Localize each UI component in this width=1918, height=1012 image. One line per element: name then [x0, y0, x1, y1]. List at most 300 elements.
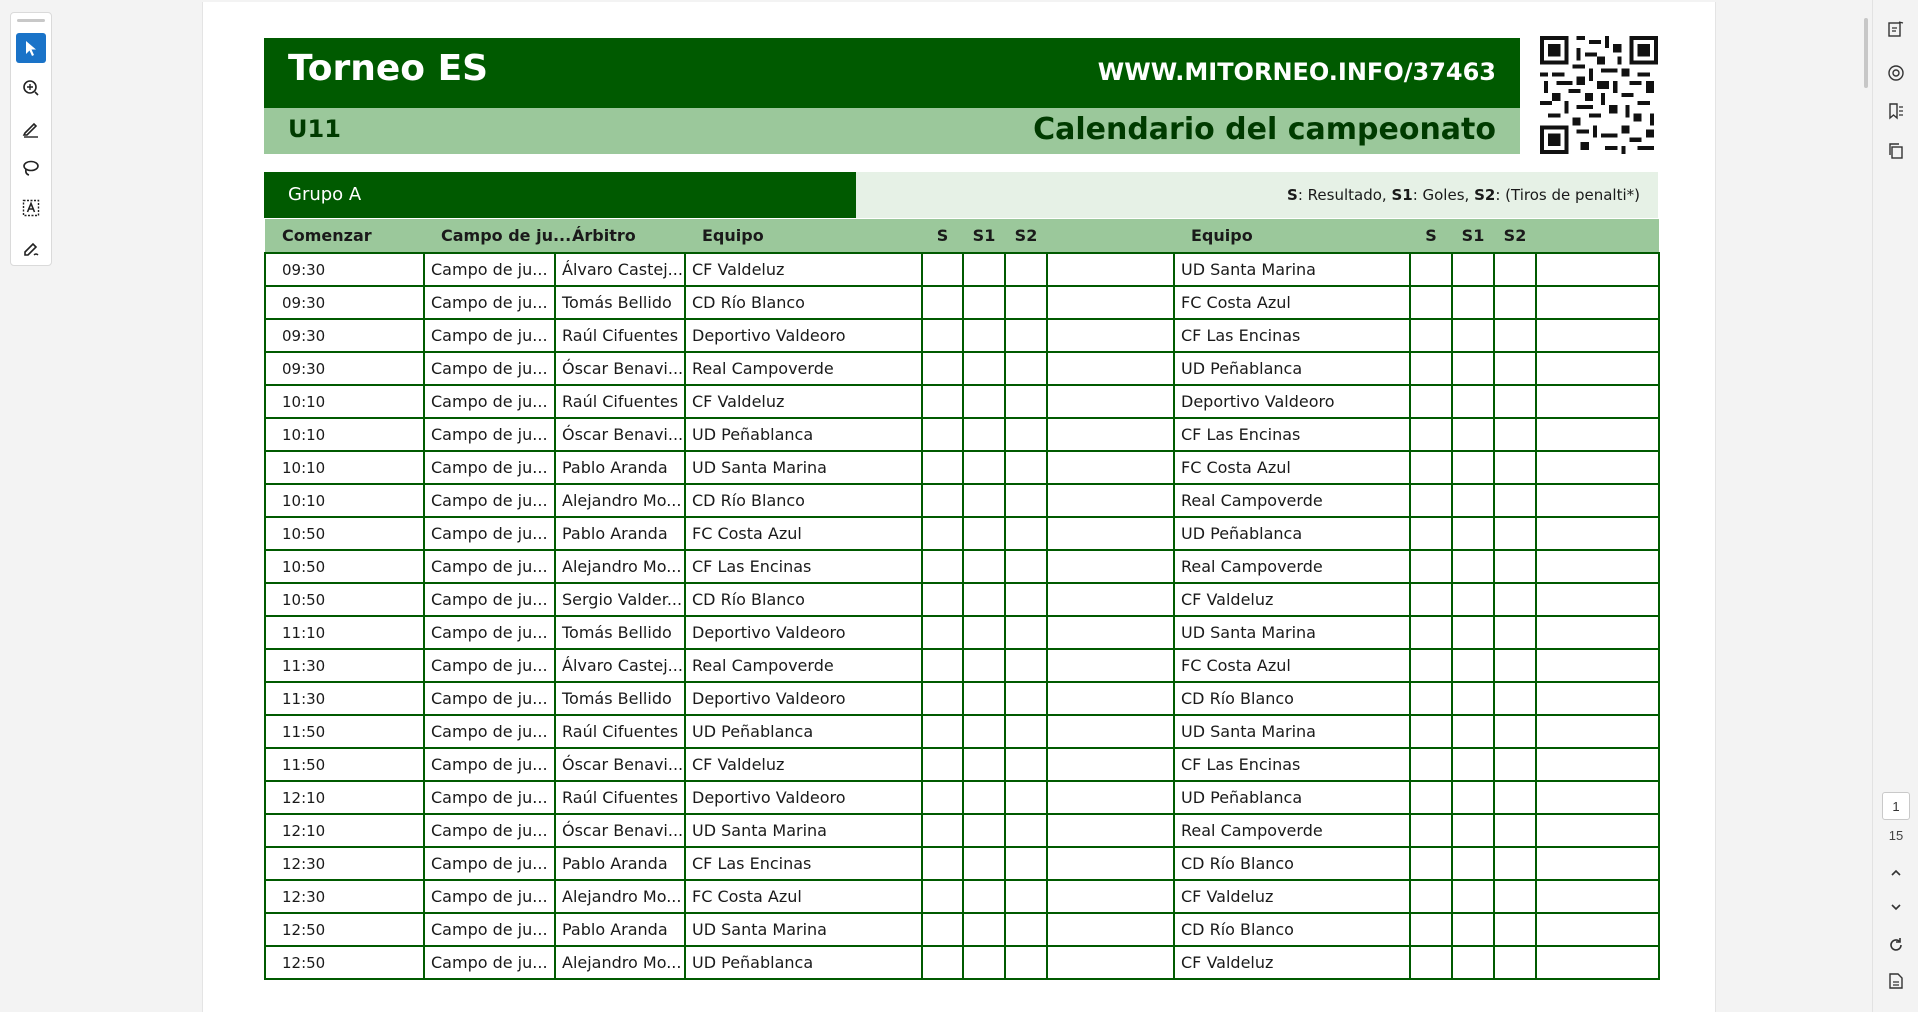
end-cell [1536, 748, 1659, 781]
away-team-cell: FC Costa Azul [1174, 286, 1410, 319]
away-goals-cell[interactable] [1452, 814, 1494, 847]
swirl-icon [1887, 64, 1905, 82]
field-cell: Campo de ju... [424, 748, 555, 781]
home-score-cell[interactable] [922, 418, 963, 451]
calendar-title: Calendario del campeonato [1033, 112, 1496, 147]
home-goals-cell[interactable] [963, 286, 1005, 319]
spacer-cell [1047, 451, 1174, 484]
away-score-cell[interactable] [1410, 319, 1452, 352]
home-goals-cell[interactable] [963, 946, 1005, 979]
edit-pdf-button[interactable] [1885, 18, 1907, 40]
start-time-cell: 10:50 [265, 583, 424, 616]
spacer-cell [1047, 253, 1174, 286]
away-score-cell[interactable] [1410, 484, 1452, 517]
away-penalties-cell[interactable] [1494, 286, 1536, 319]
save-document-button[interactable] [1885, 970, 1907, 992]
end-cell [1536, 385, 1659, 418]
away-score-cell[interactable] [1410, 649, 1452, 682]
away-goals-cell[interactable] [1452, 583, 1494, 616]
end-cell [1536, 781, 1659, 814]
referee-cell: Pablo Aranda [555, 451, 685, 484]
field-cell: Campo de ju... [424, 253, 555, 286]
away-penalties-cell[interactable] [1494, 418, 1536, 451]
spacer-cell [1047, 550, 1174, 583]
spacer-cell [1047, 385, 1174, 418]
copy-pages-icon [1887, 142, 1905, 160]
away-score-cell[interactable] [1410, 748, 1452, 781]
away-penalties-cell[interactable] [1494, 847, 1536, 880]
home-score-cell[interactable] [922, 682, 963, 715]
field-cell: Campo de ju... [424, 484, 555, 517]
away-penalties-cell[interactable] [1494, 946, 1536, 979]
away-score-cell[interactable] [1410, 583, 1452, 616]
away-team-cell: Real Campoverde [1174, 814, 1410, 847]
away-score-cell[interactable] [1410, 385, 1452, 418]
home-penalties-cell[interactable] [1005, 649, 1047, 682]
away-goals-cell[interactable] [1452, 781, 1494, 814]
end-cell [1536, 253, 1659, 286]
home-team-cell: CF Valdeluz [685, 385, 922, 418]
field-cell: Campo de ju... [424, 880, 555, 913]
home-team-cell: CD Río Blanco [685, 484, 922, 517]
home-penalties-cell[interactable] [1005, 715, 1047, 748]
table-row [265, 913, 1659, 946]
away-team-cell: Real Campoverde [1174, 550, 1410, 583]
start-time-cell: 11:30 [265, 649, 424, 682]
home-team-cell: CD Río Blanco [685, 286, 922, 319]
away-score-cell[interactable] [1410, 550, 1452, 583]
home-score-cell[interactable] [922, 649, 963, 682]
home-score-cell[interactable] [922, 550, 963, 583]
end-cell [1536, 319, 1659, 352]
home-team-cell: FC Costa Azul [685, 517, 922, 550]
age-group-label: U11 [288, 115, 341, 143]
table-row [265, 385, 1659, 418]
tournament-title: Torneo ES [288, 48, 489, 89]
table-row [265, 418, 1659, 451]
referee-cell: Óscar Benavi... [555, 418, 685, 451]
home-penalties-cell[interactable] [1005, 550, 1047, 583]
away-goals-cell[interactable] [1452, 352, 1494, 385]
home-goals-cell[interactable] [963, 418, 1005, 451]
away-team-cell: CD Río Blanco [1174, 682, 1410, 715]
start-time-cell: 10:10 [265, 451, 424, 484]
away-goals-cell[interactable] [1452, 550, 1494, 583]
away-penalties-cell[interactable] [1494, 781, 1536, 814]
toolbar-grip[interactable] [17, 19, 45, 22]
table-row [265, 781, 1659, 814]
spacer-cell [1047, 847, 1174, 880]
referee-cell: Álvaro Castej... [555, 649, 685, 682]
away-penalties-cell[interactable] [1494, 682, 1536, 715]
sign-tool-button[interactable] [16, 233, 46, 263]
table-row [265, 616, 1659, 649]
referee-cell: Raúl Cifuentes [555, 385, 685, 418]
table-row [265, 946, 1659, 979]
home-goals-cell[interactable] [963, 682, 1005, 715]
end-cell [1536, 418, 1659, 451]
away-score-cell[interactable] [1410, 286, 1452, 319]
field-cell: Campo de ju... [424, 352, 555, 385]
bookmarks-button[interactable] [1885, 100, 1907, 122]
away-goals-cell[interactable] [1452, 616, 1494, 649]
start-time-cell: 10:50 [265, 517, 424, 550]
comment-tool-button[interactable] [16, 73, 46, 103]
home-goals-cell[interactable] [963, 880, 1005, 913]
away-penalties-cell[interactable] [1494, 649, 1536, 682]
start-time-cell: 11:10 [265, 616, 424, 649]
spacer-cell [1047, 748, 1174, 781]
home-goals-cell[interactable] [963, 913, 1005, 946]
home-goals-cell[interactable] [963, 847, 1005, 880]
home-goals-cell[interactable] [963, 715, 1005, 748]
group-header [264, 172, 856, 218]
home-score-cell[interactable] [922, 847, 963, 880]
away-goals-cell[interactable] [1452, 484, 1494, 517]
home-team-cell: CF Las Encinas [685, 847, 922, 880]
home-score-cell[interactable] [922, 352, 963, 385]
referee-cell: Óscar Benavi... [555, 748, 685, 781]
away-penalties-cell[interactable] [1494, 913, 1536, 946]
away-penalties-cell[interactable] [1494, 484, 1536, 517]
spacer-cell [1047, 880, 1174, 913]
away-goals-cell[interactable] [1452, 253, 1494, 286]
away-score-cell[interactable] [1410, 847, 1452, 880]
home-penalties-cell[interactable] [1005, 451, 1047, 484]
home-goals-cell[interactable] [963, 649, 1005, 682]
schedule-body [265, 253, 1659, 979]
home-score-cell[interactable] [922, 517, 963, 550]
scrollbar-thumb[interactable] [1864, 18, 1868, 88]
away-score-cell[interactable] [1410, 418, 1452, 451]
spacer-cell [1047, 286, 1174, 319]
away-goals-cell[interactable] [1452, 451, 1494, 484]
home-goals-cell[interactable] [963, 781, 1005, 814]
away-score-cell[interactable] [1410, 253, 1452, 286]
home-goals-cell[interactable] [963, 616, 1005, 649]
home-penalties-cell[interactable] [1005, 517, 1047, 550]
away-penalties-cell[interactable] [1494, 880, 1536, 913]
away-team-cell: CF Valdeluz [1174, 946, 1410, 979]
end-cell [1536, 814, 1659, 847]
away-goals-cell[interactable] [1452, 517, 1494, 550]
away-goals-cell[interactable] [1452, 946, 1494, 979]
home-score-cell[interactable] [922, 385, 963, 418]
away-goals-cell[interactable] [1452, 319, 1494, 352]
table-row [265, 253, 1659, 286]
home-goals-cell[interactable] [963, 484, 1005, 517]
home-score-cell[interactable] [922, 715, 963, 748]
home-score-cell[interactable] [922, 946, 963, 979]
table-row [265, 451, 1659, 484]
spacer-cell [1047, 517, 1174, 550]
home-penalties-cell[interactable] [1005, 418, 1047, 451]
home-score-cell[interactable] [922, 913, 963, 946]
table-header-row [265, 219, 1659, 253]
table-row [265, 550, 1659, 583]
start-time-cell: 11:50 [265, 715, 424, 748]
page-total: 15 [1888, 828, 1904, 843]
away-team-cell: Deportivo Valdeoro [1174, 385, 1410, 418]
field-cell: Campo de ju... [424, 517, 555, 550]
home-score-cell[interactable] [922, 616, 963, 649]
home-team-cell: UD Santa Marina [685, 814, 922, 847]
text-tool-button[interactable] [16, 193, 46, 223]
end-cell [1536, 682, 1659, 715]
spacer-cell [1047, 484, 1174, 517]
referee-cell: Raúl Cifuentes [555, 319, 685, 352]
start-time-cell: 12:10 [265, 814, 424, 847]
end-cell [1536, 616, 1659, 649]
legend-bar [856, 172, 1658, 218]
field-cell: Campo de ju... [424, 418, 555, 451]
edit-document-icon [1887, 20, 1905, 38]
legend-s-text: : Resultado, [1297, 186, 1392, 204]
home-goals-cell[interactable] [963, 352, 1005, 385]
legend-s2-key: S2 [1474, 186, 1496, 204]
home-penalties-cell[interactable] [1005, 253, 1047, 286]
start-time-cell: 09:30 [265, 352, 424, 385]
home-goals-cell[interactable] [963, 517, 1005, 550]
away-penalties-cell[interactable] [1494, 583, 1536, 616]
home-penalties-cell[interactable] [1005, 319, 1047, 352]
score-legend [1287, 186, 1640, 204]
home-penalties-cell[interactable] [1005, 385, 1047, 418]
referee-cell: Raúl Cifuentes [555, 781, 685, 814]
field-cell: Campo de ju... [424, 550, 555, 583]
cursor-icon [21, 38, 41, 58]
home-penalties-cell[interactable] [1005, 880, 1047, 913]
home-penalties-cell[interactable] [1005, 781, 1047, 814]
bookmark-list-icon [1887, 102, 1905, 120]
away-team-cell: CF Valdeluz [1174, 583, 1410, 616]
end-cell [1536, 715, 1659, 748]
home-team-cell: UD Peñablanca [685, 715, 922, 748]
away-penalties-cell[interactable] [1494, 451, 1536, 484]
table-row [265, 484, 1659, 517]
start-time-cell: 11:30 [265, 682, 424, 715]
spacer-cell [1047, 913, 1174, 946]
referee-cell: Sergio Valder... [555, 583, 685, 616]
away-penalties-cell[interactable] [1494, 715, 1536, 748]
away-score-cell[interactable] [1410, 451, 1452, 484]
tournament-url[interactable]: WWW.MITORNEO.INFO/37463 [1097, 58, 1496, 86]
table-row [265, 682, 1659, 715]
next-page-button[interactable] [1885, 896, 1907, 918]
spacer-cell [1047, 715, 1174, 748]
home-goals-cell[interactable] [963, 451, 1005, 484]
table-row [265, 517, 1659, 550]
home-score-cell[interactable] [922, 319, 963, 352]
field-cell: Campo de ju... [424, 946, 555, 979]
schedule-table [264, 219, 1660, 980]
table-row [265, 748, 1659, 781]
away-team-cell: CF Las Encinas [1174, 418, 1410, 451]
legend-s1-text: : Goles, [1412, 186, 1475, 204]
referee-cell: Tomás Bellido [555, 286, 685, 319]
home-score-cell[interactable] [922, 451, 963, 484]
away-goals-cell[interactable] [1452, 286, 1494, 319]
end-cell [1536, 880, 1659, 913]
spacer-cell [1047, 319, 1174, 352]
home-penalties-cell[interactable] [1005, 286, 1047, 319]
away-goals-cell[interactable] [1452, 913, 1494, 946]
away-team-cell: CF Las Encinas [1174, 319, 1410, 352]
home-score-cell[interactable] [922, 781, 963, 814]
home-score-cell[interactable] [922, 484, 963, 517]
home-score-cell[interactable] [922, 286, 963, 319]
table-row [265, 286, 1659, 319]
referee-cell: Alejandro Mo... [555, 550, 685, 583]
right-sidebar [1872, 0, 1918, 1012]
select-tool-button[interactable] [16, 33, 46, 63]
away-score-cell[interactable] [1410, 517, 1452, 550]
away-goals-cell[interactable] [1452, 847, 1494, 880]
home-penalties-cell[interactable] [1005, 814, 1047, 847]
away-goals-cell[interactable] [1452, 418, 1494, 451]
start-time-cell: 10:50 [265, 550, 424, 583]
away-score-cell[interactable] [1410, 880, 1452, 913]
ai-assistant-button[interactable] [1885, 62, 1907, 84]
home-goals-cell[interactable] [963, 550, 1005, 583]
away-score-cell[interactable] [1410, 352, 1452, 385]
home-team-cell: CD Río Blanco [685, 583, 922, 616]
refresh-button[interactable] [1885, 934, 1907, 956]
home-penalties-cell[interactable] [1005, 748, 1047, 781]
home-penalties-cell[interactable] [1005, 847, 1047, 880]
away-team-cell: Real Campoverde [1174, 484, 1410, 517]
home-score-cell[interactable] [922, 880, 963, 913]
referee-cell: Óscar Benavi... [555, 352, 685, 385]
chevron-up-icon [1887, 864, 1905, 882]
field-cell: Campo de ju... [424, 649, 555, 682]
spacer-cell [1047, 418, 1174, 451]
away-score-cell[interactable] [1410, 682, 1452, 715]
away-team-cell: CD Río Blanco [1174, 913, 1410, 946]
away-score-cell[interactable] [1410, 781, 1452, 814]
away-penalties-cell[interactable] [1494, 517, 1536, 550]
home-penalties-cell[interactable] [1005, 583, 1047, 616]
home-penalties-cell[interactable] [1005, 616, 1047, 649]
home-goals-cell[interactable] [963, 319, 1005, 352]
start-time-cell: 09:30 [265, 253, 424, 286]
draw-tool-button[interactable] [16, 153, 46, 183]
start-time-cell: 12:30 [265, 847, 424, 880]
away-goals-cell[interactable] [1452, 880, 1494, 913]
home-penalties-cell[interactable] [1005, 484, 1047, 517]
table-row [265, 847, 1659, 880]
referee-cell: Tomás Bellido [555, 682, 685, 715]
legend-s1-key: S1 [1391, 186, 1413, 204]
away-goals-cell[interactable] [1452, 682, 1494, 715]
away-goals-cell[interactable] [1452, 385, 1494, 418]
away-penalties-cell[interactable] [1494, 748, 1536, 781]
home-goals-cell[interactable] [963, 814, 1005, 847]
field-cell: Campo de ju... [424, 286, 555, 319]
home-team-cell: Real Campoverde [685, 352, 922, 385]
table-row [265, 715, 1659, 748]
home-goals-cell[interactable] [963, 748, 1005, 781]
prev-page-button[interactable] [1885, 862, 1907, 884]
away-goals-cell[interactable] [1452, 748, 1494, 781]
away-score-cell[interactable] [1410, 814, 1452, 847]
comment-icon [21, 78, 41, 98]
end-cell [1536, 583, 1659, 616]
home-goals-cell[interactable] [963, 385, 1005, 418]
home-goals-cell[interactable] [963, 253, 1005, 286]
away-penalties-cell[interactable] [1494, 550, 1536, 583]
highlight-tool-button[interactable] [16, 113, 46, 143]
away-score-cell[interactable] [1410, 715, 1452, 748]
chevron-down-icon [1887, 898, 1905, 916]
home-team-cell: Deportivo Valdeoro [685, 682, 922, 715]
home-penalties-cell[interactable] [1005, 946, 1047, 979]
away-score-cell[interactable] [1410, 946, 1452, 979]
away-team-cell: UD Peñablanca [1174, 781, 1410, 814]
referee-cell: Óscar Benavi... [555, 814, 685, 847]
end-cell [1536, 913, 1659, 946]
table-row [265, 583, 1659, 616]
home-penalties-cell[interactable] [1005, 352, 1047, 385]
away-team-cell: CF Las Encinas [1174, 748, 1410, 781]
home-score-cell[interactable] [922, 583, 963, 616]
away-score-cell[interactable] [1410, 913, 1452, 946]
home-score-cell[interactable] [922, 253, 963, 286]
group-label: Grupo A [288, 184, 362, 205]
away-team-cell: UD Santa Marina [1174, 715, 1410, 748]
start-time-cell: 12:10 [265, 781, 424, 814]
field-cell: Campo de ju... [424, 616, 555, 649]
col-s-away: S [1410, 219, 1452, 253]
away-penalties-cell[interactable] [1494, 319, 1536, 352]
away-team-cell: FC Costa Azul [1174, 451, 1410, 484]
start-time-cell: 10:10 [265, 484, 424, 517]
away-penalties-cell[interactable] [1494, 616, 1536, 649]
home-team-cell: UD Santa Marina [685, 451, 922, 484]
away-penalties-cell[interactable] [1494, 352, 1536, 385]
home-team-cell: UD Santa Marina [685, 913, 922, 946]
home-penalties-cell[interactable] [1005, 913, 1047, 946]
away-score-cell[interactable] [1410, 616, 1452, 649]
table-row [265, 649, 1659, 682]
text-box-icon [21, 198, 41, 218]
away-goals-cell[interactable] [1452, 715, 1494, 748]
page-number-input[interactable]: 1 [1882, 792, 1910, 820]
home-penalties-cell[interactable] [1005, 682, 1047, 715]
col-end [1536, 219, 1659, 253]
away-team-cell: CD Río Blanco [1174, 847, 1410, 880]
field-cell: Campo de ju... [424, 385, 555, 418]
home-goals-cell[interactable] [963, 583, 1005, 616]
away-penalties-cell[interactable] [1494, 385, 1536, 418]
col-referee: Árbitro [555, 219, 685, 253]
home-score-cell[interactable] [922, 748, 963, 781]
away-penalties-cell[interactable] [1494, 253, 1536, 286]
spacer-cell [1047, 352, 1174, 385]
referee-cell: Alejandro Mo... [555, 946, 685, 979]
document-save-icon [1887, 972, 1905, 990]
away-penalties-cell[interactable] [1494, 814, 1536, 847]
away-team-cell: UD Peñablanca [1174, 352, 1410, 385]
pages-button[interactable] [1885, 140, 1907, 162]
field-cell: Campo de ju... [424, 847, 555, 880]
spacer-cell [1047, 616, 1174, 649]
end-cell [1536, 352, 1659, 385]
home-team-cell: UD Peñablanca [685, 946, 922, 979]
field-cell: Campo de ju... [424, 913, 555, 946]
home-score-cell[interactable] [922, 814, 963, 847]
away-goals-cell[interactable] [1452, 649, 1494, 682]
